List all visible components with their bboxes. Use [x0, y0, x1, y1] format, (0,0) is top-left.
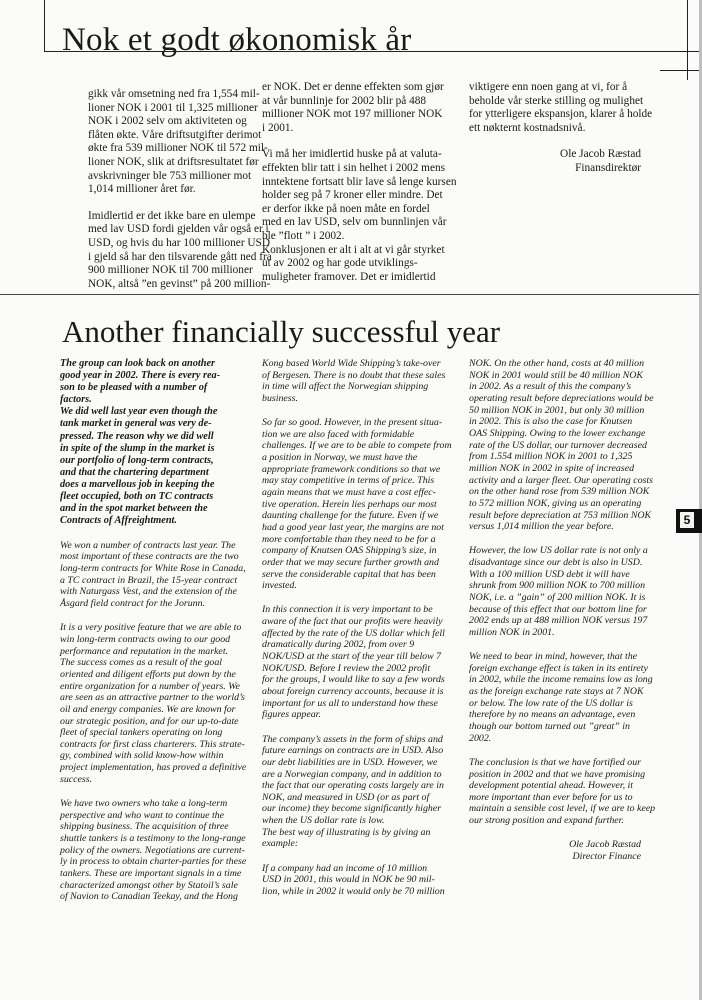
text-line: tive operation. Herein lies perhaps our most	[262, 498, 437, 510]
paragraph	[262, 734, 460, 851]
paragraph	[60, 798, 258, 903]
english-column-2	[262, 358, 460, 910]
text-line: NOK/USD. Before I review the 2002 profit	[262, 662, 431, 674]
text-line: Åsgard field contract for the Jorunn.	[60, 598, 205, 610]
paragraph	[262, 81, 457, 135]
text-line: to 572 million NOK, giving us an operating	[469, 497, 642, 509]
text-line: or below. The low rate of the US dollar is	[469, 697, 633, 709]
text-line: company of Knutsen OAS Shipping’s size, in	[262, 545, 437, 557]
text-line: result before depreciation at 753 million NOK	[469, 509, 652, 521]
text-line: The success comes as a result of the goal	[60, 657, 223, 669]
text-line: for ytterligere ekspansjon, klarer å holde	[469, 108, 653, 121]
text-line: position in 2002 and that we have promising	[469, 768, 646, 780]
paragraph	[262, 417, 460, 592]
text-line: shuttle tankers is a testimony to the long-range	[60, 832, 246, 844]
text-line: because of this effect that our bottom line for	[469, 603, 647, 615]
text-line: when the US dollar rate is low.	[262, 815, 385, 827]
text-line: OAS Shipping. Owing to the lower exchange	[469, 427, 646, 439]
text-line: oil and energy companies. We are known for	[60, 703, 236, 715]
norwegian-column-1	[88, 88, 278, 304]
english-signature	[469, 839, 669, 862]
text-line: The group can look back on another	[60, 358, 216, 369]
text-line: NOK, altså ”en gevinst” på 200 million-	[88, 277, 271, 290]
text-line: our debt liabilities are in USD. However, we	[262, 756, 438, 768]
text-line: more comfortable than they need to be for a	[262, 533, 436, 545]
text-line: If a company had an income of 10 million	[262, 862, 428, 874]
text-line: our strong position and expand further.	[469, 815, 624, 827]
text-line: important for us all to understand how these	[262, 697, 438, 709]
text-line: i gjeld så har den tilsvarende gått ned fra	[88, 250, 272, 263]
text-line: Kong based World Wide Shipping’s take-over	[262, 358, 441, 369]
text-line: 900 millioner NOK til 700 millioner	[88, 264, 253, 277]
text-line: though our bottom turned out ”great” in	[469, 721, 630, 733]
paragraph	[60, 540, 258, 610]
text-line: maintain a sensible cost level, if we are to keep	[469, 803, 656, 815]
text-line: NOK/USD at the start of the year till below 7	[262, 651, 442, 663]
text-line: However, the low US dollar rate is not only a	[469, 545, 648, 557]
text-line: NOK in 2001 would still be 40 million NOK	[469, 369, 643, 381]
text-line: med en lav USD, selv om bunnlinjen vår	[262, 216, 447, 229]
text-line: NOK, i.e. a ”gain” of 200 million NOK. It is	[469, 591, 646, 603]
english-column-1	[60, 358, 258, 915]
text-line: business.	[262, 392, 298, 404]
text-line: with Naturgass Vest, and the extension of the	[60, 586, 237, 598]
text-line: 1,014 millioner året før.	[88, 183, 196, 196]
english-column-3	[469, 358, 669, 863]
right-short-rule	[660, 70, 702, 71]
norwegian-signature	[469, 148, 669, 175]
page-number-tab	[676, 509, 702, 533]
text-line: ut av 2002 og har gode utviklings-	[262, 257, 418, 270]
text-line: project implementation, has proved a definitive	[60, 762, 247, 774]
text-line: in time will affect the Norwegian shipping	[262, 381, 429, 393]
text-line: rate of the US dollar, our turnover decreased	[469, 439, 647, 451]
text-line: contracts for first class charterers. This strate-	[60, 738, 245, 750]
norwegian-title: Nok et godt økonomisk år	[62, 22, 412, 58]
text-line: characterized amongst other by Statoil’s sale	[60, 879, 238, 891]
text-line: does a marvellous job in keeping the	[60, 478, 215, 490]
text-line: flåten økte. Våre driftsutgifter derimot	[88, 128, 262, 141]
text-line: serve the considerable capital that has been	[262, 568, 436, 580]
text-line: as the foreign exchange rate stays at 7 NOK	[469, 686, 644, 698]
text-line: may stay competitive in terms of price. This	[262, 475, 435, 487]
text-line: factors.	[60, 394, 92, 406]
text-line: are seen as an attractive partner to the world’s	[60, 692, 245, 704]
text-line: We need to bear in mind, however, that the	[469, 651, 638, 663]
text-line: Konklusjonen er alt i alt at vi går styrket	[262, 243, 445, 256]
text-line: 2002.	[469, 732, 492, 744]
signature-role: Director Finance	[572, 850, 641, 862]
text-line: shipping business. The acquisition of three	[60, 821, 229, 833]
text-line: future earnings on contracts are in USD. Also	[262, 745, 444, 757]
norwegian-column-2	[262, 81, 457, 297]
signature-name: Ole Jacob Ræstad	[569, 839, 641, 851]
text-line: In this connection it is very important to be	[262, 604, 433, 616]
text-line: Imidlertid er det ikke bare en ulempe	[88, 209, 256, 222]
text-line: on the other hand rose from 539 million NOK	[469, 486, 650, 498]
text-line: are a Norwegian company, and in addition to	[262, 768, 442, 780]
text-line: win long-term contracts owing to our good	[60, 633, 231, 645]
text-line: again means that we must have a cost effec-	[262, 487, 436, 499]
signature-role: Finansdirektør	[575, 161, 641, 174]
text-line: tank market in general was very de-	[60, 418, 212, 430]
text-line: had a good year last year, the margins are not	[262, 522, 444, 534]
text-line: muligheter framover. Det er imidlertid	[262, 270, 436, 283]
english-title: Another financially successful year	[62, 314, 501, 349]
text-line: tankers. These are important signals in a time	[60, 867, 242, 879]
text-line: With a 100 million USD debt it will have	[469, 568, 630, 580]
text-line: good year in 2002. There is every rea-	[60, 370, 221, 382]
text-line: in spite of the slump in the market is	[60, 442, 215, 454]
text-line: fleet occupied, both on TC contracts	[60, 491, 214, 503]
text-line: millioner NOK mot 197 millioner NOK	[262, 108, 443, 121]
text-line: Contracts of Affreightment.	[60, 515, 177, 527]
text-line: our strategic position, and for our up-to-date	[60, 715, 239, 727]
paragraph	[469, 81, 669, 135]
text-line: ble ”flott ” i 2002.	[262, 229, 345, 242]
text-line: the fact that our operating costs largely are in	[262, 780, 444, 792]
text-line: of Bergesen. There is no doubt that these sales	[262, 369, 446, 381]
top-left-vertical-rule	[44, 0, 45, 52]
text-line: in 2002, while the income remains low as long	[469, 674, 653, 686]
text-line: foreign exchange effect is taken in its entirety	[469, 662, 648, 674]
text-line: and in the spot market between the	[60, 503, 208, 515]
text-line: therefore by no means an advantage, even	[469, 709, 636, 721]
text-line: son to be pleased with a number of	[60, 382, 208, 394]
paragraph	[469, 545, 669, 638]
text-line: order that we may secure further growth and	[262, 557, 439, 568]
text-line: So far so good. However, in the present situa-	[262, 417, 443, 429]
text-line: million NOK in 2002 in spite of increased	[469, 462, 635, 474]
text-line: viktigere enn noen gang at vi, for å	[469, 81, 628, 93]
text-line: The best way of illustrating is by giving an	[262, 826, 431, 838]
text-line: The conclusion is that we have fortified our	[469, 756, 641, 768]
signature-name: Ole Jacob Ræstad	[560, 148, 641, 161]
text-line: oriented and diligent efforts put down by the	[60, 668, 236, 680]
text-line: We won a number of contracts last year. The	[60, 539, 236, 551]
text-line: for the groups, I would like to say a few words	[262, 674, 445, 686]
text-line: 50 million NOK in 2001, but only 30 million	[469, 404, 645, 416]
text-line: operating result before depreciations would be	[469, 392, 654, 404]
text-line: policy of the owners. Negotiations are current-	[60, 844, 245, 856]
text-line: entire organization for a number of years. We	[60, 680, 240, 692]
norwegian-column-3	[469, 81, 669, 176]
right-vertical-rule	[687, 0, 688, 80]
text-line: gikk vår omsetning ned fra 1,554 mil-	[88, 88, 260, 100]
text-line: USD in 2001, this would in NOK be 90 mil-	[262, 874, 435, 886]
text-line: of Navion to Canadian Teekay, and the Hong	[60, 891, 238, 903]
text-line: The company’s assets in the form of ships and	[262, 733, 443, 745]
text-line: pressed. The reason why we did well	[60, 430, 214, 442]
text-line: figures appear.	[262, 709, 321, 721]
text-line: shrunk from 900 million NOK to 700 million	[469, 580, 646, 592]
paragraph	[262, 863, 460, 898]
text-line: most important of these contracts are the two	[60, 551, 239, 563]
text-line: and that the chartering department	[60, 466, 209, 478]
text-line: million NOK in 2001.	[469, 626, 555, 638]
text-line: performance and reputation in the market.	[60, 645, 229, 657]
paragraph	[469, 358, 669, 533]
text-line: We did well last year even though the	[60, 406, 218, 418]
text-line: lioner NOK, slik at driftsresultatet før	[88, 155, 259, 168]
text-line: challenges. If we are to be able to compete from	[262, 440, 452, 452]
paragraph	[88, 210, 278, 292]
text-line: more important than ever before for us to	[469, 791, 633, 803]
text-line: a position in Norway, we must have the	[262, 452, 418, 464]
text-line: We have two owners who take a long-term	[60, 797, 228, 809]
text-line: er derfor ikke på noen måte en fordel	[262, 202, 430, 215]
text-line: fleet of special tankers operating on long	[60, 727, 223, 739]
paragraph	[262, 358, 460, 405]
paragraph	[60, 622, 258, 785]
text-line: from 1.554 million NOK in 2001 to 1,325	[469, 451, 633, 463]
text-line: i 2001.	[262, 121, 294, 134]
text-line: about foreign currency accounts, because it is	[262, 686, 444, 698]
text-line: inntektene fortsatt blir lave så lenge kursen	[262, 175, 457, 188]
text-line: NOK i 2002 selv om aktiviteten og	[88, 115, 247, 128]
text-line: NOK, and measured in USD (or as part of	[262, 791, 430, 803]
paragraph	[262, 148, 457, 284]
paragraph	[469, 757, 669, 827]
text-line: example:	[262, 838, 299, 850]
text-line: tion we are also faced with formidable	[262, 428, 415, 440]
text-line: økte fra 539 millioner NOK til 572 mil-	[88, 142, 268, 155]
text-line: perspective and who want to continue the	[60, 809, 225, 821]
text-line: beholde vår sterke stilling og mulighet	[469, 94, 644, 107]
text-line: med lav USD fordi gjelden vår også er i	[88, 223, 269, 236]
text-line: development potential ahead. However, it	[469, 780, 633, 792]
text-line: ly in process to obtain charter-parties for these	[60, 856, 247, 868]
text-line: effekten blir tatt i sin helhet i 2002 mens	[262, 161, 446, 174]
paragraph	[262, 604, 460, 721]
text-line: avskrivninger ble 753 millioner mot	[88, 169, 252, 182]
text-line: at vår bunnlinje for 2002 blir på 488	[262, 94, 427, 107]
page-number: 5	[680, 512, 694, 528]
text-line: 2002 ends up at 488 million NOK versus 197	[469, 615, 648, 627]
lead-paragraph	[60, 358, 258, 527]
text-line: versus 1,014 million the year before.	[469, 521, 614, 533]
text-line: gy, combined with solid know-how within	[60, 750, 224, 762]
text-line: daunting challenge for the future. Even if we	[262, 510, 439, 522]
paragraph	[88, 88, 278, 197]
text-line: disadvantage since our debt is also in USD.	[469, 557, 643, 568]
text-line: affected by the rate of the US dollar which fell	[262, 627, 445, 639]
text-line: appropriate framework conditions so that we	[262, 463, 441, 475]
text-line: long-term contracts for White Rose in Canada,	[60, 563, 246, 575]
text-line: dramatically during 2002, from over 9	[262, 639, 415, 651]
text-line: our income) they become significantly higher	[262, 803, 442, 815]
text-line: in 2002. As a result of this the company’s	[469, 381, 631, 393]
text-line: lioner NOK i 2001 til 1,325 millioner	[88, 101, 258, 114]
text-line: holder seg på 7 kroner eller mindre. Det	[262, 189, 443, 202]
text-line: in 2002. This is also the case for Knutsen	[469, 416, 633, 428]
text-line: our portfolio of long-term contracts,	[60, 454, 214, 466]
text-line: USD, og hvis du har 100 millioner USD	[88, 236, 271, 249]
text-line: success.	[60, 773, 93, 785]
text-line: activity and a larger fleet. Our operating costs	[469, 474, 653, 486]
text-line: NOK. On the other hand, costs at 40 million	[469, 358, 645, 369]
text-line: It is a very positive feature that we are able to	[60, 622, 242, 634]
text-line: aware of the fact that our profits were heavily	[262, 616, 443, 628]
text-line: lion, while in 2002 it would only be 70 million	[262, 885, 445, 897]
paragraph	[469, 651, 669, 744]
text-line: invested.	[262, 580, 297, 592]
text-line: er NOK. Det er denne effekten som gjør	[262, 81, 444, 93]
text-line: Vi må her imidlertid huske på at valuta-	[262, 148, 442, 161]
text-line: ett nøkternt kostnadsnivå.	[469, 121, 586, 134]
text-line: a TC contract in Brazil, the 15-year contract	[60, 574, 238, 586]
